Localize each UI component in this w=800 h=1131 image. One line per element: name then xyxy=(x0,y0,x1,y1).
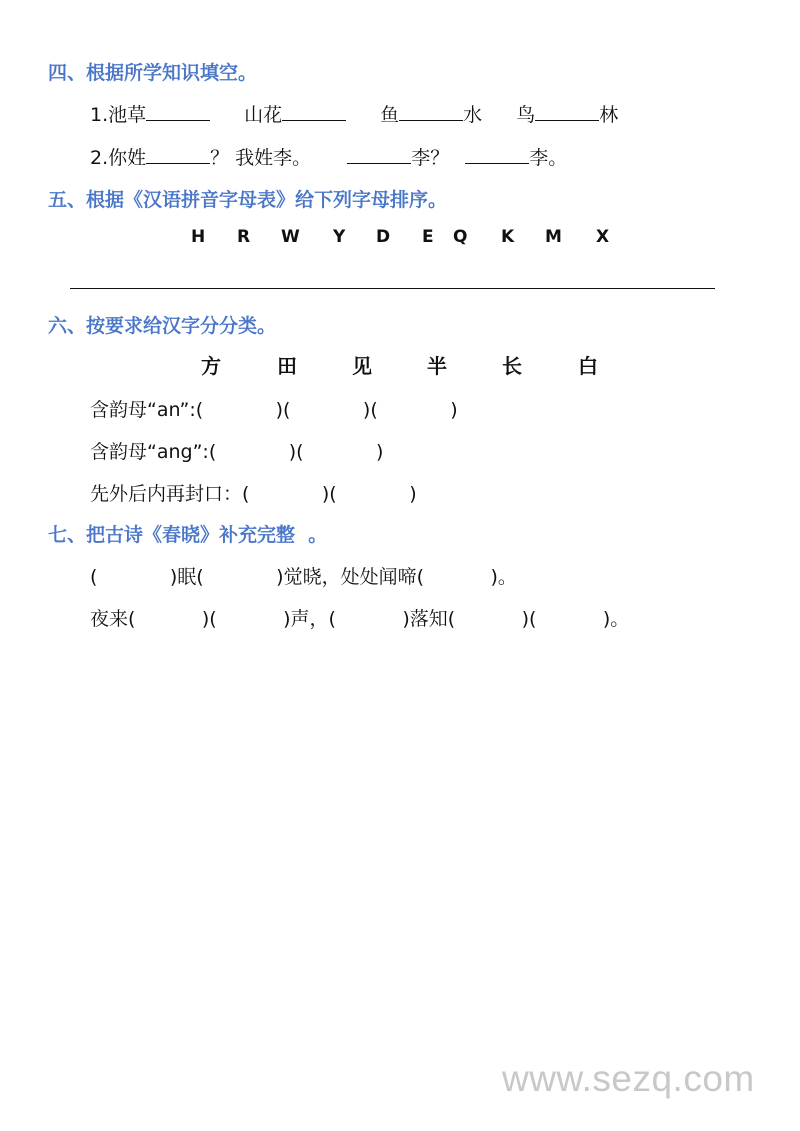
poem-line-1[interactable]: ( )眠( )觉晓，处处闻啼( )。 xyxy=(90,566,517,588)
row1-text-b: 山花 xyxy=(244,104,283,126)
character-item: 半 xyxy=(427,354,447,378)
character-list xyxy=(0,350,800,378)
fill-blank[interactable] xyxy=(535,102,599,121)
character-item: 方 xyxy=(201,354,221,378)
fill-blank[interactable] xyxy=(347,145,411,164)
letter-item: X xyxy=(596,227,610,247)
row2-text-a: 2.你姓 xyxy=(90,147,147,169)
fill-blank[interactable] xyxy=(146,145,210,164)
classify-an-line[interactable]: 含韵母“an”:( )( )( ) xyxy=(90,399,458,421)
character-item: 白 xyxy=(578,354,598,378)
row2-text-b: ？ 我姓李。 xyxy=(210,147,312,169)
letter-item: H xyxy=(191,227,206,247)
answer-line[interactable] xyxy=(70,288,715,289)
letter-item: Q xyxy=(453,227,468,247)
character-item: 长 xyxy=(502,354,522,378)
letter-item: D xyxy=(376,227,391,247)
fill-blank[interactable] xyxy=(146,102,210,121)
letter-list xyxy=(0,227,800,251)
letter-item: W xyxy=(281,227,300,247)
row2-text-d: 李。 xyxy=(529,147,568,169)
letter-item: K xyxy=(501,227,515,247)
letter-item: E xyxy=(422,227,434,247)
letter-item: Y xyxy=(333,227,346,247)
section-5-title: 五、根据《汉语拼音字母表》给下列字母排序。 xyxy=(48,189,448,211)
section-4-row-1 xyxy=(90,100,618,127)
section-4-title: 四、根据所学知识填空。 xyxy=(48,62,258,84)
row1-text-f: 林 xyxy=(599,104,619,126)
fill-blank[interactable] xyxy=(399,102,463,121)
row2-text-c: 李？ xyxy=(411,147,450,169)
character-item: 见 xyxy=(352,354,372,378)
character-item: 田 xyxy=(277,354,297,378)
poem-line-2[interactable]: 夜来( )( )声，( )落知( )( )。 xyxy=(90,608,630,630)
section-4-row-2 xyxy=(90,143,567,170)
letter-item: M xyxy=(545,227,562,247)
classify-ang-line[interactable]: 含韵母“ang”:( )( ) xyxy=(90,441,384,463)
section-7-title: 七、把古诗《春晓》补充完整 。 xyxy=(48,524,328,546)
watermark: www.sezq.com xyxy=(502,1058,755,1099)
row1-text-e: 鸟 xyxy=(516,104,536,126)
row1-text-d: 水 xyxy=(463,104,483,126)
row1-text-a: 1.池草 xyxy=(90,104,147,126)
fill-blank[interactable] xyxy=(465,145,529,164)
section-6-title: 六、按要求给汉字分分类。 xyxy=(48,315,277,337)
row1-text-c: 鱼 xyxy=(380,104,400,126)
classify-stroke-order-line[interactable]: 先外后内再封口：( )( ) xyxy=(90,483,417,505)
letter-item: R xyxy=(237,227,251,247)
fill-blank[interactable] xyxy=(282,102,346,121)
